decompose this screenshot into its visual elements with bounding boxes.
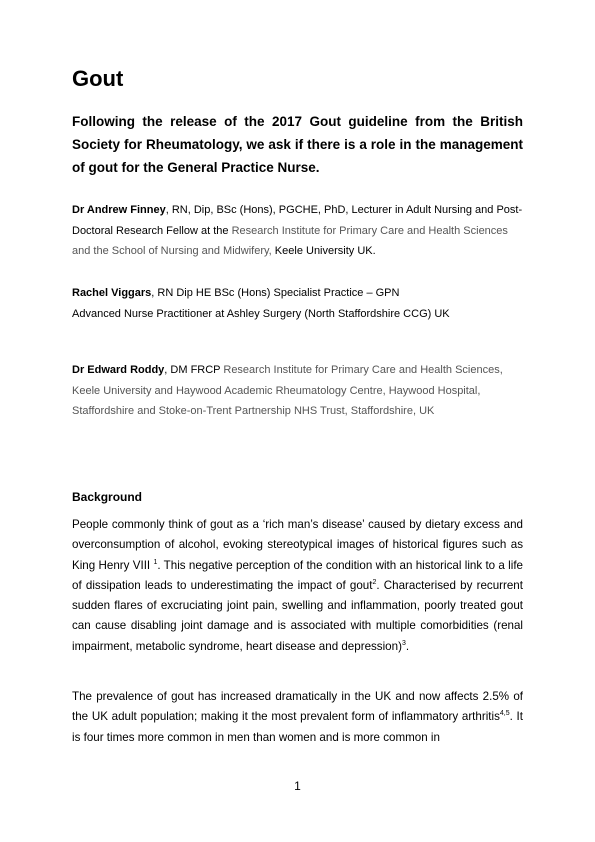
para-text: People commonly think of gout as a ‘rich man’s disease’ caused by dietary excess and overconsumption of alcohol, evoking stereotypical images of historical figures such as King Henry VIII [72, 518, 523, 572]
author-credentials: , DM FRCP [164, 364, 224, 376]
article-subtitle: Following the release of the 2017 Gout guideline from the British Society for Rheumatology, we ask if there is a role in the management of gout for the General Practice Nurse. [72, 114, 523, 175]
para-text: . Characterised by recurrent sudden flares of excruciating joint pain, swelling and inflammation, poorly treated gout can cause disabling joint damage and is associated with multiple comorbidities (renal impairment, metabolic syndrome, heart disease and depression) [72, 578, 523, 653]
para-text: . This negative perception of the condition with an historical link to a life of dissipation leads to underestimating the impact of gout [72, 558, 523, 592]
author-affiliation: Research Institute for Primary Care and Health Sciences and the School of Nursing and Midwifery, [72, 224, 508, 257]
author-finney [72, 200, 523, 262]
reference-3: 3 [401, 639, 406, 647]
author-location: Keele University UK. [271, 245, 376, 257]
reference-1: 1 [153, 558, 158, 566]
para-text: . It is four times more common in men than women and is more common in [72, 710, 523, 744]
author-credentials: , RN, Dip, BSc (Hons), PGCHE, PhD, Lecturer in Adult Nursing and Post-Doctoral Research Fellow at the [72, 204, 523, 237]
author-credentials: , RN Dip HE BSc (Hons) Specialist Practice – GPN [151, 287, 400, 299]
author-name: Dr Edward Roddy [72, 364, 165, 376]
author-roddy [72, 360, 523, 422]
paragraph-1 [72, 515, 523, 657]
article-title: Gout [72, 66, 124, 91]
author-viggars [72, 283, 523, 324]
author-role: Advanced Nurse Practitioner at Ashley Surgery (North Staffordshire CCG) UK [72, 307, 450, 320]
author-name: Dr Andrew Finney [72, 204, 166, 216]
para-text: The prevalence of gout has increased dramatically in the UK and now affects 2.5% of the UK adult population; making it the most prevalent form of inflammatory arthritis [72, 690, 523, 724]
page-number: 1 [294, 779, 301, 793]
author-name: Rachel Viggars [72, 287, 152, 299]
author-affiliation: Research Institute for Primary Care and Health Sciences, Keele University and Haywood Academic Rheumatology Centre, Haywood Hospital, Staffordshire and Stoke-on-Trent Partnership NHS Trust, Staffordshire, UK [72, 364, 503, 417]
para-text: . [405, 639, 410, 653]
reference-4-5: 4,5 [499, 710, 510, 718]
reference-2: 2 [372, 579, 377, 587]
section-heading-background: Background [72, 490, 143, 504]
paragraph-2 [72, 687, 523, 748]
